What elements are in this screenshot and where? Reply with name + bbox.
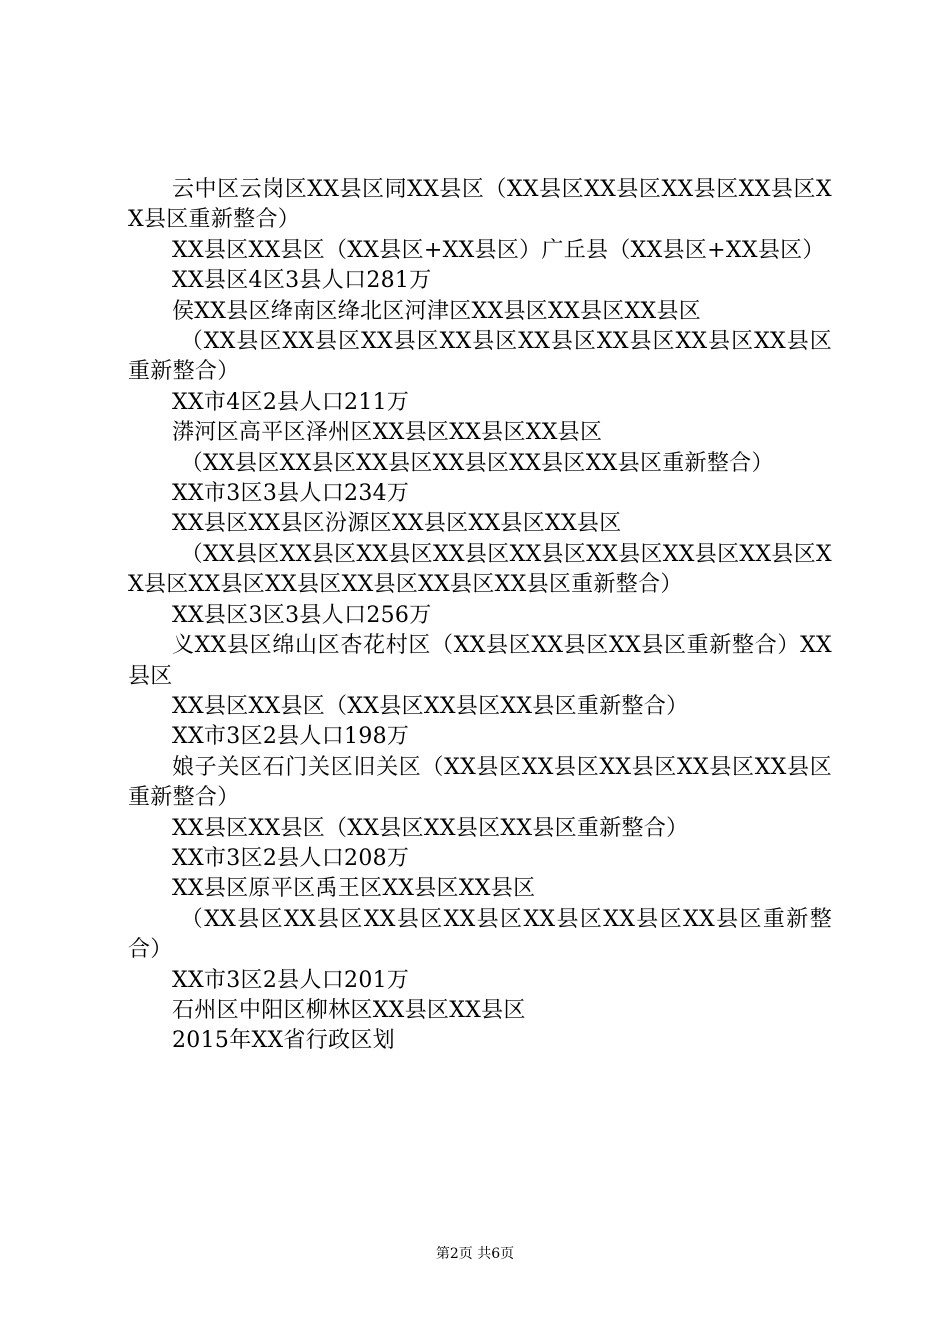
paragraph: XX县区XX县区（XX县区XX县区XX县区重新整合） xyxy=(172,815,689,841)
paragraph: XX市3区2县人口201万 xyxy=(172,967,410,993)
paragraph: XX市3区3县人口234万 xyxy=(172,481,410,507)
paragraph: 石州区中阳区柳林区XX县区XX县区 xyxy=(172,997,526,1023)
paragraph: 云中区云岗区XX县区同XX县区（XX县区XX县区XX县区XX县区XX县区重新整合） xyxy=(128,177,832,233)
paragraph: XX县区原平区禹王区XX县区XX县区 xyxy=(172,876,536,902)
paragraph: XX县区4区3县人口281万 xyxy=(172,268,432,294)
paragraph: XX市3区2县人口208万 xyxy=(172,845,410,871)
paragraph: XX县区XX县区（XX县区XX县区XX县区重新整合） xyxy=(172,693,689,719)
paragraph: 2015年XX省行政区划 xyxy=(172,1028,395,1054)
paragraph: （XX县区XX县区XX县区XX县区XX县区XX县区重新整合） xyxy=(180,450,774,476)
paragraph: XX市4区2县人口211万 xyxy=(172,389,410,415)
paragraph: XX县区XX县区汾源区XX县区XX县区XX县区 xyxy=(172,511,622,537)
paragraph: 侯XX县区绛南区绛北区河津区XX县区XX县区XX县区 xyxy=(172,298,702,324)
paragraph: （XX县区XX县区XX县区XX县区XX县区XX县区XX县区XX县区XX县区XX县区XX县区XX县区XX县区XX县区重新整合） xyxy=(128,541,832,598)
page-number-footer: 第2页 共6页 xyxy=(435,1246,515,1262)
paragraph: （XX县区XX县区XX县区XX县区XX县区XX县区XX县区XX县区重新整合） xyxy=(128,329,832,385)
paragraph: 义XX县区绵山区杏花村区（XX县区XX县区XX县区重新整合）XX县区 xyxy=(128,633,832,689)
document-body xyxy=(128,175,832,1057)
paragraph: 漭河区高平区泽州区XX县区XX县区XX县区 xyxy=(172,420,603,446)
paragraph: XX县区XX县区（XX县区+XX县区）广丘县（XX县区+XX县区） xyxy=(172,237,825,263)
paragraph: XX县区3区3县人口256万 xyxy=(172,602,432,628)
paragraph: （XX县区XX县区XX县区XX县区XX县区XX县区XX县区重新整合） xyxy=(128,906,832,963)
paragraph: XX市3区2县人口198万 xyxy=(172,724,410,750)
paragraph: 娘子关区石门关区旧关区（XX县区XX县区XX县区XX县区XX县区重新整合） xyxy=(128,754,832,811)
